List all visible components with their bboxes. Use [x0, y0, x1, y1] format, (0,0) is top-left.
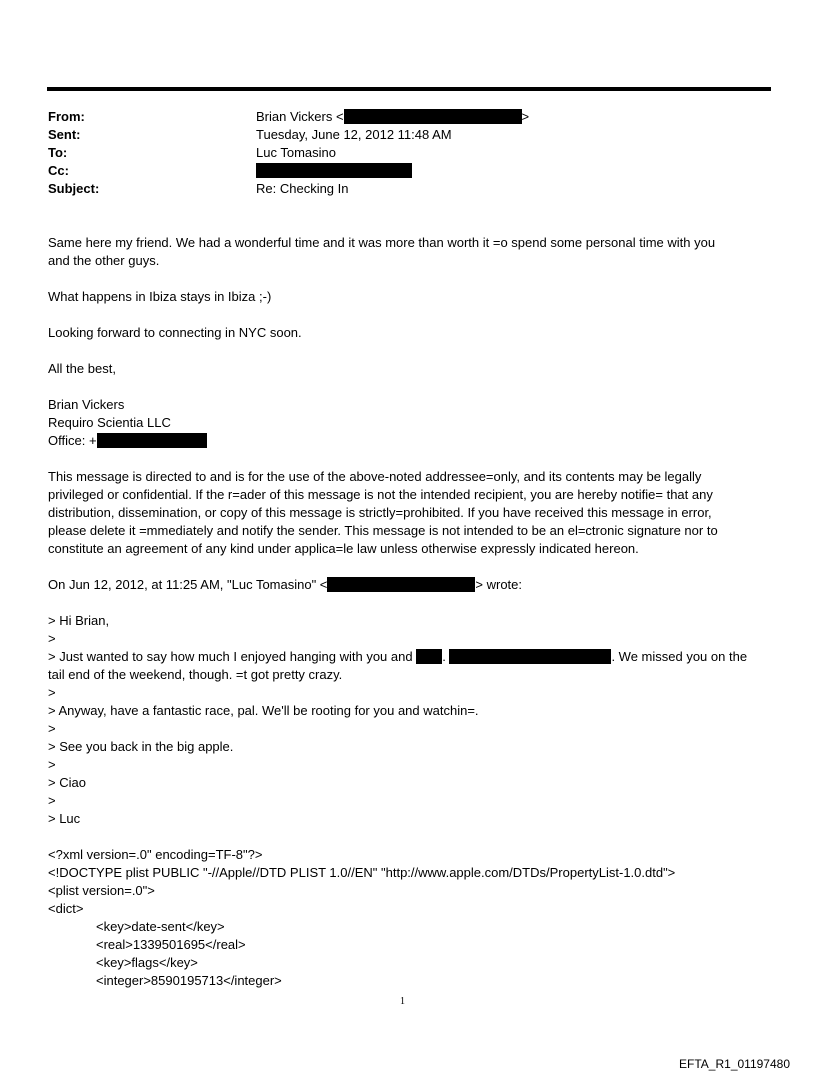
to-row	[48, 144, 768, 162]
from-value: Brian Vickers < >	[256, 109, 530, 124]
redacted-text	[449, 649, 611, 664]
from-row	[48, 108, 768, 126]
xml-line: <real>1339501695</real>	[96, 937, 246, 952]
disclaimer-line: This message is directed to and is for the use of the above-noted addressee=only, and its contents may be legally	[48, 469, 702, 484]
subject-value: Re: Checking In	[256, 181, 349, 196]
to-value: Luc Tomasino	[256, 145, 336, 160]
xml-line: <integer>8590195713</integer>	[96, 973, 282, 988]
body-line: and the other guys.	[48, 253, 160, 268]
xml-line: <key>flags</key>	[96, 955, 198, 970]
page-number: 1	[400, 996, 405, 1007]
redacted-phone	[97, 433, 207, 448]
body-line: What happens in Ibiza stays in Ibiza ;-)	[48, 289, 272, 304]
body-line: All the best,	[48, 361, 116, 376]
xml-line: <plist version=.0">	[48, 883, 155, 898]
disclaimer-line: please delete it =mmediately and notify the sender. This message is not intended to be an el=ctronic signature nor to	[48, 523, 718, 538]
header-rule	[47, 87, 771, 91]
cc-label: Cc:	[48, 163, 69, 178]
sent-row	[48, 126, 768, 144]
quote-line: > Hi Brian,	[48, 613, 110, 628]
cc-value	[256, 162, 412, 180]
quote-line: > Luc	[48, 811, 81, 826]
body-line: Looking forward to connecting in NYC soon.	[48, 325, 302, 340]
quote-line: > Anyway, have a fantastic race, pal. We'll be rooting for you and watchin=.	[48, 703, 479, 718]
redacted-name	[416, 649, 442, 664]
body-line: Same here my friend. We had a wonderful time and it was more than worth it =o spend some personal time with you	[48, 235, 716, 250]
signature-office: Office: +	[48, 432, 770, 450]
subject-label: Subject:	[48, 181, 100, 196]
xml-line: <!DOCTYPE plist PUBLIC "-//Apple//DTD PLIST 1.0//EN" "http://www.apple.com/DTDs/PropertyList-1.0.dtd">	[48, 865, 676, 880]
disclaimer-line: privileged or confidential. If the r=ader of this message is not the intended recipient, you are hereby notifie= that any	[48, 487, 713, 502]
disclaimer-line: constitute an agreement of any kind under applica=le law unless otherwise expressly indicated hereon.	[48, 541, 639, 556]
redacted-email	[344, 109, 522, 124]
quote-line: tail end of the weekend, though. =t got pretty crazy.	[48, 667, 343, 682]
redacted-cc	[256, 163, 412, 178]
cc-row	[48, 162, 768, 180]
redacted-email	[327, 577, 475, 592]
subject-row	[48, 180, 768, 198]
bates-number: EFTA_R1_01197480	[679, 1057, 790, 1071]
quote-line: > See you back in the big apple.	[48, 739, 234, 754]
xml-line: <?xml version=.0" encoding=TF-8"?>	[48, 847, 263, 862]
quote-line: >	[48, 685, 56, 700]
sent-label: Sent:	[48, 127, 81, 142]
from-label: From:	[48, 109, 85, 124]
disclaimer-line: distribution, dissemination, or copy of this message is strictly=prohibited. If you have received this message in error,	[48, 505, 712, 520]
xml-line: <dict>	[48, 901, 84, 916]
to-label: To:	[48, 145, 68, 160]
xml-line: <key>date-sent</key>	[96, 919, 225, 934]
signature-name: Brian Vickers	[48, 397, 125, 412]
quote-line: >	[48, 721, 56, 736]
quote-intro: On Jun 12, 2012, at 11:25 AM, "Luc Tomasino" < > wrote:	[48, 577, 523, 592]
signature-company: Requiro Scientia LLC	[48, 415, 171, 430]
quote-line: > Ciao	[48, 775, 86, 790]
quote-line: >	[48, 757, 56, 772]
quote-line: >	[48, 631, 56, 646]
quote-line: > Just wanted to say how much I enjoyed hanging with you and . . We missed you on the	[48, 649, 748, 664]
sent-value: Tuesday, June 12, 2012 11:48 AM	[256, 127, 452, 142]
quote-line: >	[48, 793, 56, 808]
